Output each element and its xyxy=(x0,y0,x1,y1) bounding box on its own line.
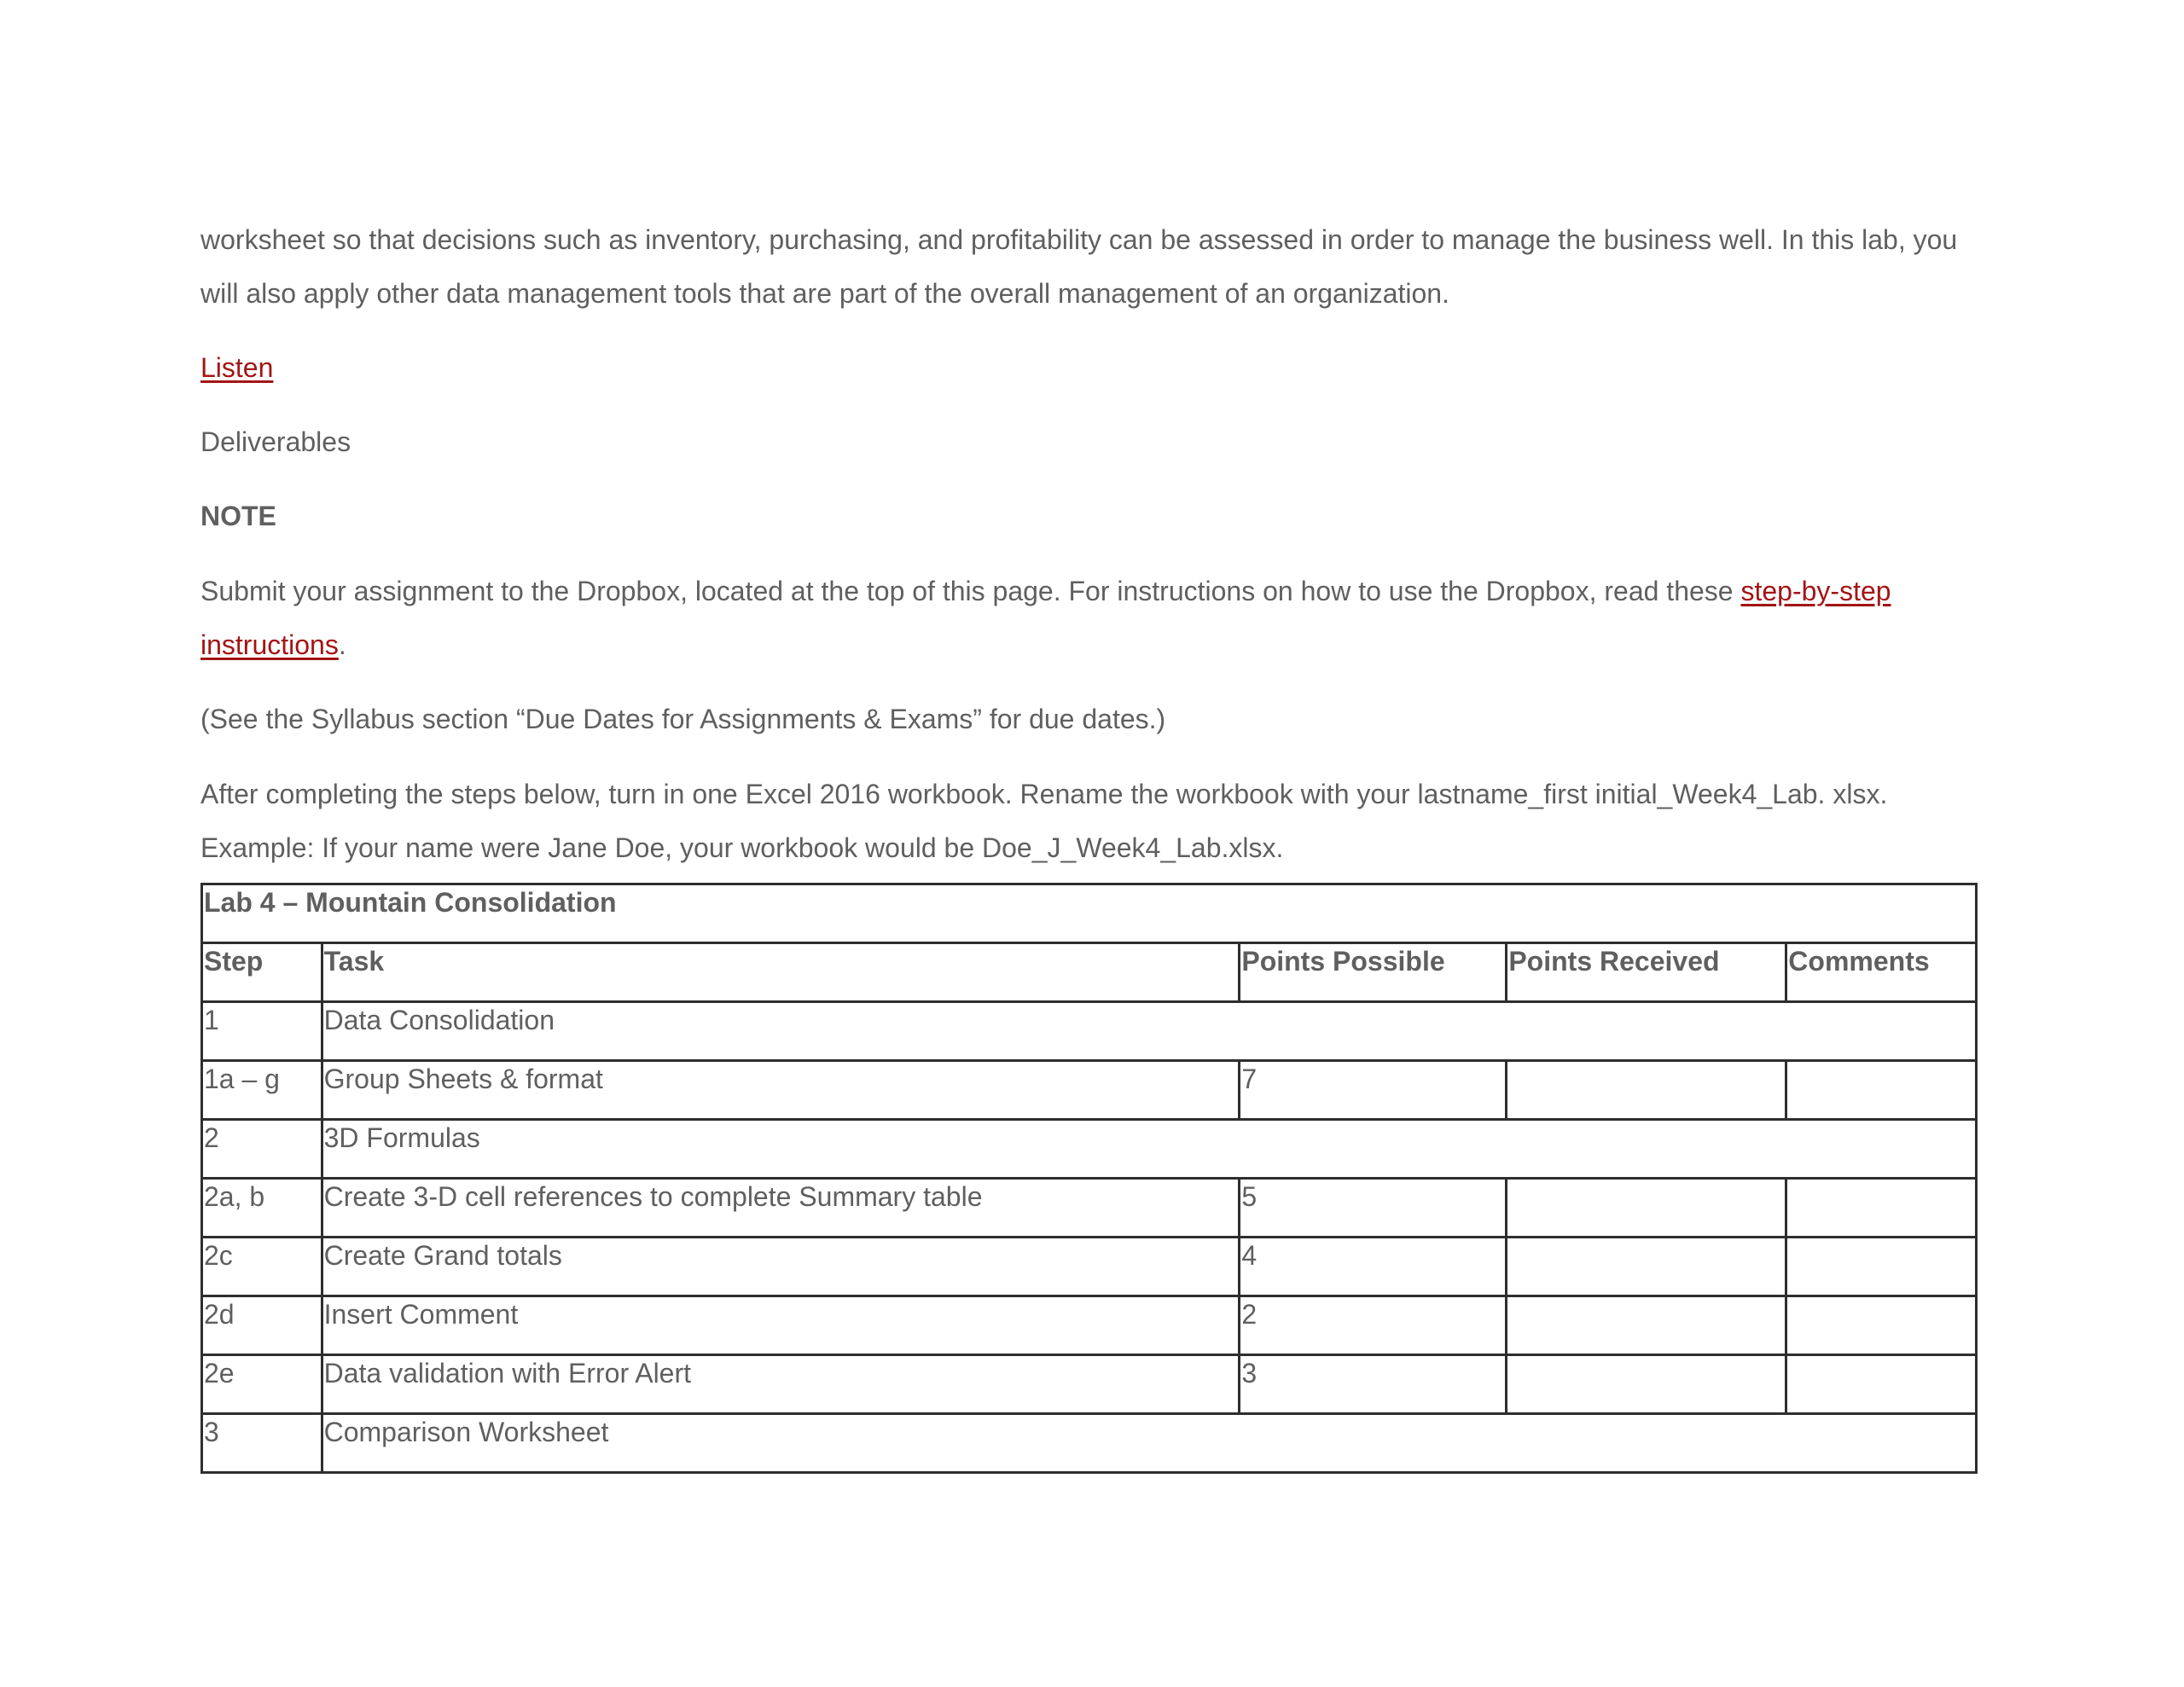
table-row xyxy=(202,1061,1977,1120)
listen-paragraph xyxy=(200,341,273,395)
submit-line-1 xyxy=(200,565,1891,618)
table-title: Lab 4 – Mountain Consolidation xyxy=(202,884,1977,943)
table-row xyxy=(202,1238,1977,1296)
points-received-cell xyxy=(1507,1179,1786,1238)
table-row xyxy=(202,1355,1977,1414)
submit-text: Submit your assignment to the Dropbox, located at the top of this page. For instructions on how to use the Dropbox, read these xyxy=(200,576,1741,606)
points-possible-cell: 4 xyxy=(1240,1238,1507,1296)
after-line-2: Example: If your name were Jane Doe, your workbook would be Doe_J_Week4_Lab.xlsx. xyxy=(200,832,1284,863)
comments-cell xyxy=(1786,1238,1977,1296)
comments-cell xyxy=(1786,1061,1977,1120)
points-received-cell xyxy=(1507,1355,1786,1414)
table-row xyxy=(202,1414,1977,1473)
points-received-cell xyxy=(1507,1238,1786,1296)
step-cell: 1a – g xyxy=(202,1061,322,1120)
table-title-row xyxy=(202,884,1977,943)
step-cell: 2a, b xyxy=(202,1179,322,1238)
step-cell: 1 xyxy=(202,1002,322,1061)
header-points-received: Points Received xyxy=(1507,943,1786,1002)
header-step: Step xyxy=(202,943,322,1002)
task-cell: Create Grand totals xyxy=(322,1238,1240,1296)
submit-line-2 xyxy=(200,618,346,672)
deliverables-heading: Deliverables xyxy=(200,426,351,457)
intro-line-2: will also apply other data management tools that are part of the overall management of an organization. xyxy=(200,278,1449,309)
table-row xyxy=(202,1296,1977,1355)
header-points-possible: Points Possible xyxy=(1240,943,1507,1002)
points-possible-cell: 5 xyxy=(1240,1179,1507,1238)
task-cell: Data Consolidation xyxy=(322,1002,1976,1061)
points-possible-cell: 7 xyxy=(1240,1061,1507,1120)
points-possible-cell: 2 xyxy=(1240,1296,1507,1355)
step-cell: 2d xyxy=(202,1296,322,1355)
points-received-cell xyxy=(1507,1296,1786,1355)
table-row xyxy=(202,1179,1977,1238)
table-row xyxy=(202,1120,1977,1179)
step-cell: 3 xyxy=(202,1414,322,1473)
comments-cell xyxy=(1786,1296,1977,1355)
task-cell: Create 3-D cell references to complete Summary table xyxy=(322,1179,1240,1238)
step-by-step-link[interactable]: step-by-step xyxy=(1740,576,1891,606)
table-row xyxy=(202,1002,1977,1061)
instructions-link[interactable]: instructions xyxy=(200,629,339,660)
comments-cell xyxy=(1786,1179,1977,1238)
task-cell: Comparison Worksheet xyxy=(322,1414,1976,1473)
task-cell: 3D Formulas xyxy=(322,1120,1976,1179)
comments-cell xyxy=(1786,1355,1977,1414)
header-comments: Comments xyxy=(1786,943,1977,1002)
points-received-cell xyxy=(1507,1061,1786,1120)
after-line-1: After completing the steps below, turn in one Excel 2016 workbook. Rename the workbook with your lastname_first initial_Week4_Lab. xlsx. xyxy=(200,779,1888,809)
header-task: Task xyxy=(322,943,1240,1002)
step-cell: 2e xyxy=(202,1355,322,1414)
task-cell: Group Sheets & format xyxy=(322,1061,1240,1120)
submit-end: . xyxy=(338,629,346,660)
intro-line-1: worksheet so that decisions such as inventory, purchasing, and profitability can be assessed in order to manage the business well. In this lab, you xyxy=(200,224,1958,255)
step-cell: 2 xyxy=(202,1120,322,1179)
note-heading: NOTE xyxy=(200,501,276,531)
table-header-row xyxy=(202,943,1977,1002)
points-possible-cell: 3 xyxy=(1240,1355,1507,1414)
step-cell: 2c xyxy=(202,1238,322,1296)
grading-rubric-table xyxy=(200,883,1978,1474)
listen-link[interactable]: Listen xyxy=(200,352,274,383)
task-cell: Insert Comment xyxy=(322,1296,1240,1355)
task-cell: Data validation with Error Alert xyxy=(322,1355,1240,1414)
syllabus-note: (See the Syllabus section “Due Dates for Assignments & Exams” for due dates.) xyxy=(200,704,1166,734)
